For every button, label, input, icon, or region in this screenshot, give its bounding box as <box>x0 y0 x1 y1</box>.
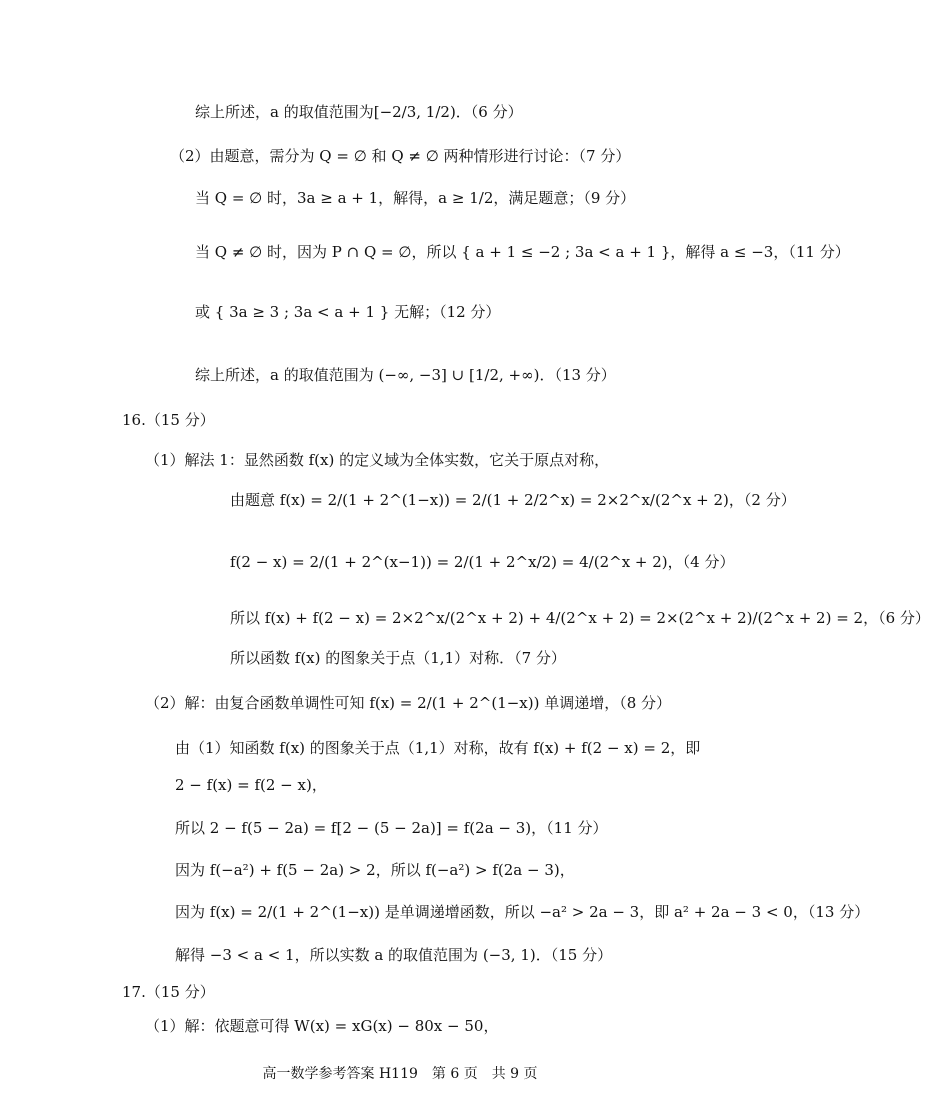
text-line: 当 Q ≠ ∅ 时，因为 P ∩ Q = ∅，所以 { a + 1 ≤ −2 ; 3a < a + 1 }，解得 a ≤ −3，（11 分） <box>195 243 850 261</box>
text-line: 所以 2 − f(5 − 2a) = f[2 − (5 − 2a)] = f(2a − 3)，（11 分） <box>175 819 608 837</box>
text-line: 综上所述，a 的取值范围为[−2/3, 1/2)．（6 分） <box>195 103 523 121</box>
text-line: 当 Q = ∅ 时，3a ≥ a + 1，解得，a ≥ 1/2，满足题意；（9 分） <box>195 189 636 207</box>
text-line: （2）解：由复合函数单调性可知 f(x) = 2/(1 + 2^(1−x)) 单调递增，（8 分） <box>145 694 672 712</box>
text-line: 所以 f(x) + f(2 − x) = 2×2^x/(2^x + 2) + 4/(2^x + 2) = 2×(2^x + 2)/(2^x + 2) = 2，（6 分） <box>230 609 930 627</box>
problem-heading: 16.（15 分） <box>122 411 215 429</box>
text-line: （2）由题意，需分为 Q = ∅ 和 Q ≠ ∅ 两种情形进行讨论：（7 分） <box>170 147 631 165</box>
page-footer: 高一数学参考答案 H119 第 6 页 共 9 页 <box>262 1066 538 1082</box>
text-line: 2 − f(x) = f(2 − x)， <box>175 776 327 794</box>
text-line: 因为 f(−a²) + f(5 − 2a) > 2，所以 f(−a²) > f(2a − 3)， <box>175 861 575 879</box>
problem-heading: 17.（15 分） <box>122 983 215 1001</box>
text-line: 所以函数 f(x) 的图象关于点（1,1）对称．（7 分） <box>230 649 566 667</box>
text-line: 因为 f(x) = 2/(1 + 2^(1−x)) 是单调递增函数，所以 −a² > 2a − 3，即 a² + 2a − 3 < 0，（13 分） <box>175 903 870 921</box>
text-line: 或 { 3a ≥ 3 ; 3a < a + 1 } 无解；（12 分） <box>195 303 501 321</box>
text-line: f(2 − x) = 2/(1 + 2^(x−1)) = 2/(1 + 2^x/2) = 4/(2^x + 2)，（4 分） <box>230 553 735 571</box>
text-line: 由题意 f(x) = 2/(1 + 2^(1−x)) = 2/(1 + 2/2^x) = 2×2^x/(2^x + 2)，（2 分） <box>230 491 796 509</box>
text-line: 综上所述，a 的取值范围为 (−∞, −3] ∪ [1/2, +∞)．（13 分） <box>195 366 616 384</box>
text-line: 由（1）知函数 f(x) 的图象关于点（1,1）对称，故有 f(x) + f(2 − x) = 2，即 <box>175 739 701 757</box>
text-line: （1）解法 1：显然函数 f(x) 的定义域为全体实数，它关于原点对称， <box>145 451 610 469</box>
text-line: 解得 −3 < a < 1，所以实数 a 的取值范围为 (−3, 1)．（15 分） <box>175 946 613 964</box>
text-line: （1）解：依题意可得 W(x) = xG(x) − 80x − 50， <box>145 1017 499 1035</box>
